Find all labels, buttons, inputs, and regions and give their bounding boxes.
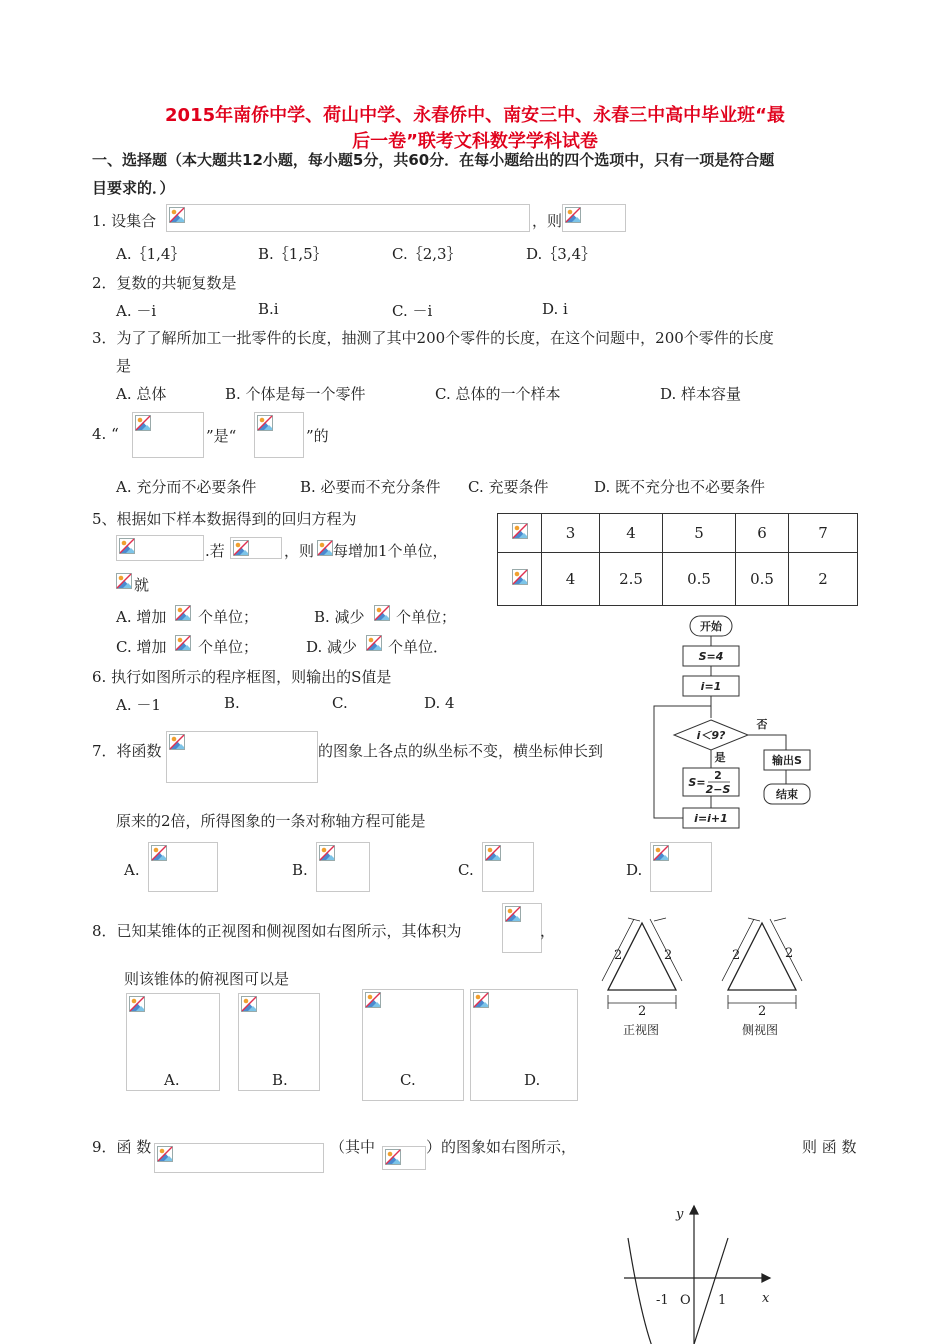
image-placeholder-icon: [512, 569, 528, 585]
q6-option-c: C.: [332, 694, 348, 712]
q4-of: ”的: [306, 427, 329, 445]
q2-option-a: A. －i: [116, 302, 157, 320]
image-placeholder-icon: [485, 845, 501, 861]
side-base-label: 2: [758, 1004, 767, 1019]
front-base-label: 2: [638, 1004, 647, 1019]
image-placeholder-icon: [505, 906, 521, 922]
table-cell: 2: [789, 553, 858, 606]
q6-option-a: A. －1: [116, 696, 161, 714]
q5-option-d: D. 减少: [306, 638, 358, 656]
q7-stem: 7．将函数: [92, 742, 162, 760]
image-placeholder-icon: [157, 1146, 173, 1162]
table-header-y: [498, 553, 542, 606]
q8-comma: ，: [540, 922, 556, 940]
exam-title-line1: 2015年南侨中学、荷山中学、永春侨中、南安三中、永春三中高中毕业班“最: [165, 105, 785, 126]
q8-option-c: C.: [400, 1071, 416, 1089]
q5-x-image: [315, 538, 333, 558]
q7-option-d-image: [650, 842, 712, 892]
table-cell: 4: [542, 553, 600, 606]
flow-start: 开始: [700, 620, 722, 633]
flow-s4: S=4: [698, 650, 724, 663]
q9-function-graph: [610, 1198, 790, 1344]
image-placeholder-icon: [129, 996, 145, 1012]
front-view-caption: 正视图: [623, 1023, 660, 1037]
q8-option-b: B.: [272, 1071, 288, 1089]
q9-param-image: [382, 1146, 426, 1170]
table-cell: 4: [600, 514, 663, 553]
q4-condition1-image: [132, 412, 204, 458]
q9-where: （其中: [330, 1138, 376, 1156]
q7-option-a-image: [148, 842, 218, 892]
image-placeholder-icon: [512, 523, 528, 539]
image-placeholder-icon: [473, 992, 489, 1008]
q3-option-a: A. 总体: [116, 385, 167, 403]
image-placeholder-icon: [116, 573, 132, 589]
table-cell: 0.5: [736, 553, 789, 606]
image-placeholder-icon: [241, 996, 257, 1012]
q7-option-b-image: [316, 842, 370, 892]
section1-heading-cont: 目要求的．）: [92, 179, 175, 197]
q1-stem: 1. 设集合: [92, 212, 157, 230]
q4-option-a: A. 充分而不必要条件: [116, 478, 257, 496]
q8-option-a: A.: [164, 1071, 180, 1089]
image-placeholder-icon: [175, 605, 191, 621]
front-left-label: 2: [614, 948, 623, 963]
q8-volume-image: [502, 903, 542, 953]
side-right-label: 2: [785, 946, 794, 961]
q6-stem: 6. 执行如图所示的程序框图，则输出的S值是: [92, 668, 392, 686]
q5-regression-image: [116, 535, 204, 561]
q4-stem: 4. “: [92, 425, 119, 443]
flow-condition: i＜9?: [696, 729, 726, 742]
q1-option-a: A.｛1,4｝: [116, 245, 186, 263]
table-cell: 7: [789, 514, 858, 553]
flow-assign-num: 2: [714, 769, 722, 782]
q5-data-table: [497, 513, 858, 606]
q5-increase: 每增加1个单位，: [333, 542, 448, 560]
q7-stem-cont: 的图象上各点的纵坐标不变，横坐标伸长到: [318, 742, 604, 760]
q1-option-b: B.｛1,5｝: [258, 245, 328, 263]
flow-end: 结束: [776, 788, 798, 801]
q5-option-b: B. 减少: [314, 608, 365, 626]
q2-stem: 2．复数的共轭复数是: [92, 274, 237, 292]
q5-option-a: A. 增加: [116, 608, 167, 626]
q5-y-image: [114, 571, 134, 593]
q4-option-c: C. 充要条件: [468, 478, 549, 496]
q4-is: ”是“: [206, 427, 237, 445]
q2-option-c: C. －i: [392, 302, 433, 320]
table-cell: 2.5: [600, 553, 663, 606]
table-cell: 5: [663, 514, 736, 553]
image-placeholder-icon: [653, 845, 669, 861]
q5-coef-image: [230, 537, 282, 559]
table-cell: 3: [542, 514, 600, 553]
image-placeholder-icon: [233, 540, 249, 556]
q5-then2: 就: [134, 576, 150, 594]
image-placeholder-icon: [319, 845, 335, 861]
q5-d-image: [364, 633, 388, 655]
flow-i1: i=1: [700, 680, 722, 693]
image-placeholder-icon: [175, 635, 191, 651]
q5-if: .若: [205, 542, 225, 560]
q5-then: ，则: [284, 542, 315, 560]
flow-yes: 是: [714, 751, 726, 764]
flow-output: 输出S: [772, 754, 802, 767]
q5-c-image: [173, 633, 197, 655]
q1-option-c: C.｛2,3｝: [392, 245, 462, 263]
q5-unit-c: 个单位；: [198, 638, 259, 656]
q9-stem-cont: ）的图象如右图所示，: [426, 1138, 577, 1156]
image-placeholder-icon: [385, 1149, 401, 1165]
table-header-x: [498, 514, 542, 553]
q7-stem-line2: 原来的2倍，所得图象的一条对称轴方程可能是: [116, 812, 426, 830]
q7-option-d: D.: [626, 861, 643, 879]
q9-function-image: [154, 1143, 324, 1173]
q4-condition2-image: [254, 412, 304, 458]
side-view-caption: 侧视图: [742, 1023, 779, 1037]
image-placeholder-icon: [119, 538, 135, 554]
origin-label: O: [680, 1293, 691, 1308]
tick-neg1-label: -1: [656, 1293, 669, 1308]
q7-function-image: [166, 731, 318, 783]
axis-x-label: x: [762, 1291, 770, 1306]
q5-option-c: C. 增加: [116, 638, 167, 656]
flow-assign-lhs: S=: [688, 776, 706, 789]
table-row: [498, 553, 858, 606]
image-placeholder-icon: [317, 540, 333, 556]
table-cell: 6: [736, 514, 789, 553]
section1-heading: 一、选择题（本大题共12小题，每小题5分，共60分．在每小题给出的四个选项中，只有一项是符合题: [92, 151, 775, 169]
image-placeholder-icon: [366, 635, 382, 651]
q7-option-b: B.: [292, 861, 308, 879]
q1-then: ，则: [532, 212, 563, 230]
image-placeholder-icon: [374, 605, 390, 621]
axis-y-label: y: [676, 1207, 684, 1222]
image-placeholder-icon: [257, 415, 273, 431]
image-placeholder-icon: [169, 734, 185, 750]
image-placeholder-icon: [169, 207, 185, 223]
q8-option-d: D.: [524, 1071, 541, 1089]
q3-stem: 3．为了了解所加工一批零件的长度，抽测了其中200个零件的长度，在这个问题中，200个零件的长度: [92, 329, 774, 347]
q5-unit-b: 个单位；: [396, 608, 457, 626]
image-placeholder-icon: [135, 415, 151, 431]
flowchart-diagram: [650, 612, 820, 837]
exam-title-line2: 后一卷”联考文科数学学科试卷: [352, 131, 598, 152]
q9-stem-tail: 则 函 数: [802, 1138, 857, 1156]
q8-stem: 8．已知某锥体的正视图和侧视图如右图所示，其体积为: [92, 922, 462, 940]
table-cell: 0.5: [663, 553, 736, 606]
q7-option-c-image: [482, 842, 534, 892]
q1-set-formula-image: [166, 204, 530, 232]
q5-a-image: [173, 603, 197, 625]
q5-unit-a: 个单位；: [198, 608, 259, 626]
image-placeholder-icon: [151, 845, 167, 861]
flow-no: 否: [756, 718, 768, 731]
q7-option-c: C.: [458, 861, 474, 879]
q6-option-b: B.: [224, 694, 240, 712]
q5-b-image: [372, 603, 396, 625]
q1-expression-image: [562, 204, 626, 232]
front-right-label: 2: [664, 948, 673, 963]
image-placeholder-icon: [565, 207, 581, 223]
q5-stem: 5、根据如下样本数据得到的回归方程为: [92, 510, 357, 528]
flow-assign-den: 2−S: [705, 783, 731, 796]
tick-pos1-label: 1: [718, 1293, 727, 1308]
side-left-label: 2: [732, 948, 741, 963]
q8-stem-line2: 则该锥体的俯视图可以是: [124, 970, 290, 988]
q4-option-d: D. 既不充分也不必要条件: [594, 478, 766, 496]
q3-option-b: B. 个体是每一个零件: [225, 385, 366, 403]
q1-option-d: D.｛3,4｝: [526, 245, 597, 263]
q9-stem: 9．函 数: [92, 1138, 152, 1156]
q3-stem-cont: 是: [116, 357, 132, 375]
q4-option-b: B. 必要而不充分条件: [300, 478, 441, 496]
flow-increment: i=i+1: [694, 812, 728, 825]
table-row: [498, 514, 858, 553]
q5-unit-d: 个单位．: [388, 638, 449, 656]
q2-option-d: D. i: [542, 300, 568, 318]
q3-option-d: D. 样本容量: [660, 385, 742, 403]
q6-option-d: D. 4: [424, 694, 455, 712]
q3-option-c: C. 总体的一个样本: [435, 385, 561, 403]
image-placeholder-icon: [365, 992, 381, 1008]
q7-option-a: A.: [124, 861, 140, 879]
q2-option-b: B.i: [258, 300, 279, 318]
q8-views-diagram: [592, 915, 822, 1045]
